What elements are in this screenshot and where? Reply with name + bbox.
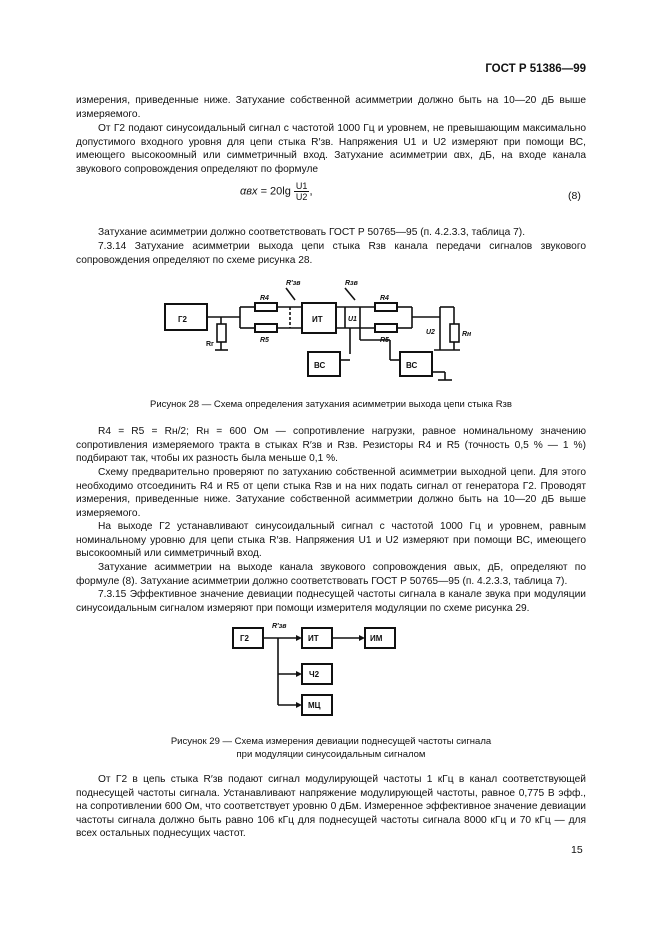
figure-29-caption-line-1: Рисунок 29 — Схема измерения девиации поднесущей частоты сигнала (170, 736, 492, 747)
paragraph-3: Затухание асимметрии должно соответствовать ГОСТ Р 50765—95 (п. 4.2.3.3, таблица 7). (98, 227, 526, 238)
formula-8 (240, 181, 313, 202)
figure-28-circuit (150, 272, 480, 387)
formula-lhs: αвх (240, 185, 258, 198)
formula-numerator: U1 (295, 181, 308, 191)
r4-label-left: R4 (260, 295, 269, 302)
vs-label-2: ВС (406, 361, 418, 370)
u1-label: U1 (348, 316, 357, 323)
rn-resistor (450, 324, 459, 342)
page-number: 15 (571, 844, 583, 856)
r4-label-right: R4 (380, 295, 389, 302)
paragraph-5: R4 = R5 = Rн/2; Rн = 600 Ом — сопротивление нагрузки, равное номинальному значению сопротивления измеряемого тракта в стыках R′зв и Rзв. Резисторы R4 и R5 (точность 0,5 % — 1 %) подбирают так, чтобы их разность была меньше 0,1 %. (76, 426, 586, 465)
formula-tail: , (309, 185, 313, 198)
paragraph-2: От Г2 подают синусоидальный сигнал с частотой 1000 Гц и уровнем, не превышающим максимально допустимого входного уровня для цепи стыка R′зв. Напряжения U1 и U2 измеряют при помощи ВС, имеющего высокоомный или симметричный вход. Затухание асимметрии αвх, дБ, на входе канала звукового сопровождения определяют по формуле (76, 123, 586, 175)
document-id: ГОСТ Р 51386—99 (485, 63, 586, 75)
paragraph-7: На выходе Г2 устанавливают синусоидальный сигнал с частотой 1000 Гц и уровнем, равным номинальному уровню для цепи стыка R′зв. Напряжения U1 и U2 измеряют при помощи ВС, имеющего высокоомный или симметричный вход. (76, 521, 586, 560)
r5-resistor-right (375, 324, 397, 332)
it-label: ИТ (312, 315, 323, 324)
r5-label-right: R5 (380, 337, 389, 344)
r4-resistor-right (375, 303, 397, 311)
paragraph-6: Схему предварительно проверяют по затуханию собственной асимметрии выходной цепи. Для этого необходимо отсоединить R4 и R5 от цепи стыка Rзв и на них подать сигнал от генератора Г2. Проводят измерения, приведенные ниже. Затухание собственной асимметрии должно быть на 10—20 дБ выше измеряемого. (76, 467, 586, 519)
figure-29-caption-line-2: при модуляции синусоидальным сигналом (236, 749, 426, 760)
im-label: ИМ (370, 634, 383, 643)
paragraph-1: измерения, приведенные ниже. Затухание собственной асимметрии должно быть на 10—20 дБ выше измеряемого. (76, 95, 586, 120)
vs-label-1: ВС (314, 361, 326, 370)
rzv-prime-label-fig29: R′зв (272, 623, 287, 630)
formula-denominator: U2 (295, 192, 308, 202)
formula-fraction (294, 181, 313, 202)
u2-label: U2 (426, 329, 435, 336)
rg-label: Rг (206, 341, 214, 348)
paragraph-8: Затухание асимметрии на выходе канала звукового сопровождения αвых, дБ, определяют по формуле (8). Затухание асимметрии должно соответствовать ГОСТ Р 50765—95 (п. 4.2.3.3, таблица 7). (76, 562, 586, 587)
g2-label-fig29: Г2 (240, 634, 249, 643)
rg-resistor (217, 324, 226, 342)
r5-label-left: R5 (260, 337, 269, 344)
paragraph-10: От Г2 в цепь стыка R′зв подают сигнал модулирующей частоты 1 кГц в канал соответствующей поднесущей частоты сигнала. Устанавливают напряжение модулирующей частоты, равное 0,775 В эфф., на сопротивлении 600 Ом, что соответствует уровню 0 дБм. Измеренное эффективное значение девиации частоты сигнала должно быть равно 106 кГц для поднесущей частоты сигнала 8000 кГц и 70 кГц — для всех остальных поднесущих частот. (76, 774, 586, 840)
g2-label: Г2 (178, 315, 187, 324)
rn-label: Rн (462, 331, 472, 338)
formula-op: = 20lg (260, 185, 291, 198)
r5-resistor-left (255, 324, 277, 332)
figure-28-caption: Рисунок 28 — Схема определения затухания асимметрии выхода цепи стыка Rзв (150, 399, 512, 410)
it-label-fig29: ИТ (308, 634, 319, 643)
paragraph-9: 7.3.15 Эффективное значение девиации поднесущей частоты сигнала в канале звука при модуляции синусоидальным сигналом измеряют при помощи измерителя модуляции по схеме рисунка 29. (76, 589, 586, 614)
rzv-label: Rзв (345, 280, 358, 287)
rzv-prime-label: R′зв (286, 280, 301, 287)
mc-label: МЦ (308, 701, 321, 710)
r4-resistor-left (255, 303, 277, 311)
equation-number: (8) (568, 190, 581, 202)
figure-29-circuit (230, 618, 430, 718)
ch2-label: Ч2 (309, 670, 320, 679)
paragraph-4: 7.3.14 Затухание асимметрии выхода цепи стыка Rзв канала передачи сигналов звукового сопровождения определяют по схеме рисунка 28. (76, 241, 586, 266)
